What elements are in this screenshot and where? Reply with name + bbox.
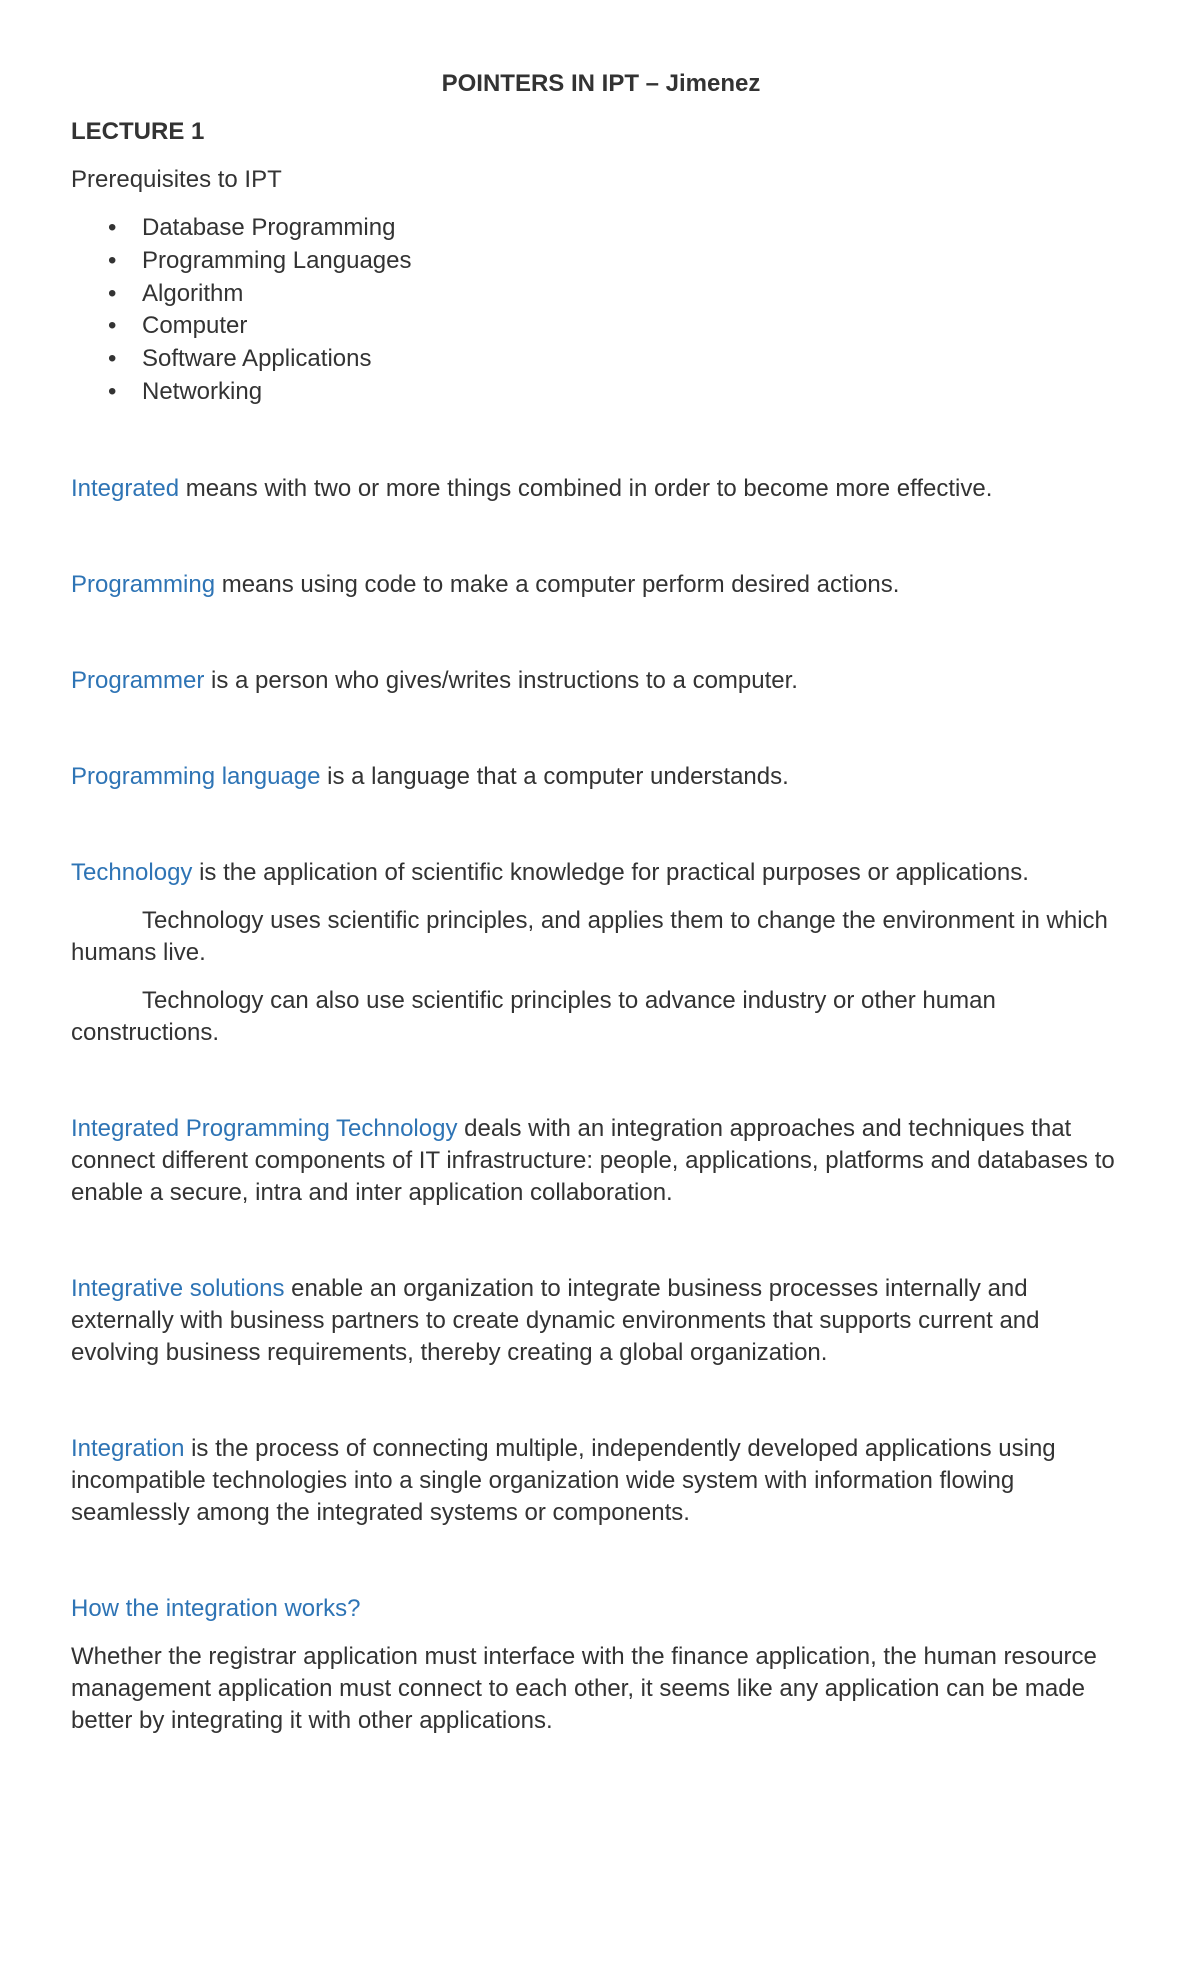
document-title: POINTERS IN IPT – Jimenez — [441, 70, 761, 97]
bullet-icon: • — [108, 214, 117, 241]
list-item — [71, 212, 1131, 245]
list-item-label: Computer — [142, 312, 248, 340]
definition-term: Integrated — [71, 474, 180, 502]
list-item — [71, 343, 1131, 376]
definition-term: Programming — [71, 570, 216, 598]
definition-text: is a language that a computer understands. — [320, 762, 789, 790]
definition-term: Programming language — [71, 762, 321, 790]
prerequisites-list — [71, 212, 1131, 409]
definition-text: deals with an integration approaches and techniques that connect different components of IT infrastructure: people, applications, platforms and databases to enable a secure, intra and inter application collaboration. — [71, 1114, 1115, 1206]
definition-term: Integration — [71, 1434, 185, 1462]
definition-technology — [71, 857, 1131, 889]
definition-term: Technology — [71, 858, 193, 886]
definition-text: is a person who gives/writes instructions to a computer. — [204, 666, 798, 694]
list-item-label: Algorithm — [142, 279, 244, 307]
definition-programmer — [71, 665, 1131, 697]
definition-programming — [71, 569, 1131, 601]
list-item-label: Programming Languages — [142, 246, 412, 274]
bullet-icon: • — [108, 345, 117, 373]
document-body — [71, 68, 1131, 1753]
definition-programming-language — [71, 761, 1131, 793]
how-integration-works-heading: How the integration works? — [71, 1594, 361, 1622]
list-item — [71, 376, 1131, 409]
definition-integrative-solutions — [71, 1273, 1131, 1369]
prerequisites-intro: Prerequisites to IPT — [71, 166, 282, 193]
definition-text: means using code to make a computer perform desired actions. — [215, 570, 900, 598]
definition-term: Integrative solutions — [71, 1274, 285, 1302]
list-item — [71, 245, 1131, 278]
definition-text: is the process of connecting multiple, independently developed applications using incompatible technologies into a single organization wide system with information flowing seamlessly among the integrated systems or components. — [71, 1434, 1056, 1526]
definition-integrated-programming-technology — [71, 1113, 1131, 1209]
bullet-icon: • — [108, 279, 117, 307]
technology-note: Technology uses scientific principles, and applies them to change the environment in which humans live. — [71, 906, 1108, 966]
technology-note: Technology can also use scientific principles to advance industry or other human constructions. — [71, 986, 996, 1046]
list-item — [71, 310, 1131, 343]
how-integration-works-text: Whether the registrar application must interface with the finance application, the human resource management application must connect to each other, it seems like any application can be made better by integrating it with other applications. — [71, 1642, 1097, 1734]
bullet-icon: • — [108, 377, 117, 405]
definition-integrated — [71, 473, 1131, 505]
list-item-label: Software Applications — [142, 345, 372, 373]
definition-text: enable an organization to integrate business processes internally and externally with business partners to create dynamic environments that supports current and evolving business requirements, thereby creating a global organization. — [71, 1274, 1040, 1366]
definition-text: means with two or more things combined in order to become more effective. — [179, 474, 993, 502]
definition-term: Programmer — [71, 666, 205, 694]
definition-text: is the application of scientific knowledge for practical purposes or applications. — [192, 858, 1029, 886]
bullet-icon: • — [108, 312, 117, 340]
list-item-label: Database Programming — [142, 214, 396, 241]
list-item — [71, 278, 1131, 311]
definition-term: Integrated Programming Technology — [71, 1114, 458, 1142]
bullet-icon: • — [108, 246, 117, 274]
lecture-heading: LECTURE 1 — [71, 118, 205, 145]
definition-integration — [71, 1433, 1131, 1529]
list-item-label: Networking — [142, 377, 263, 405]
